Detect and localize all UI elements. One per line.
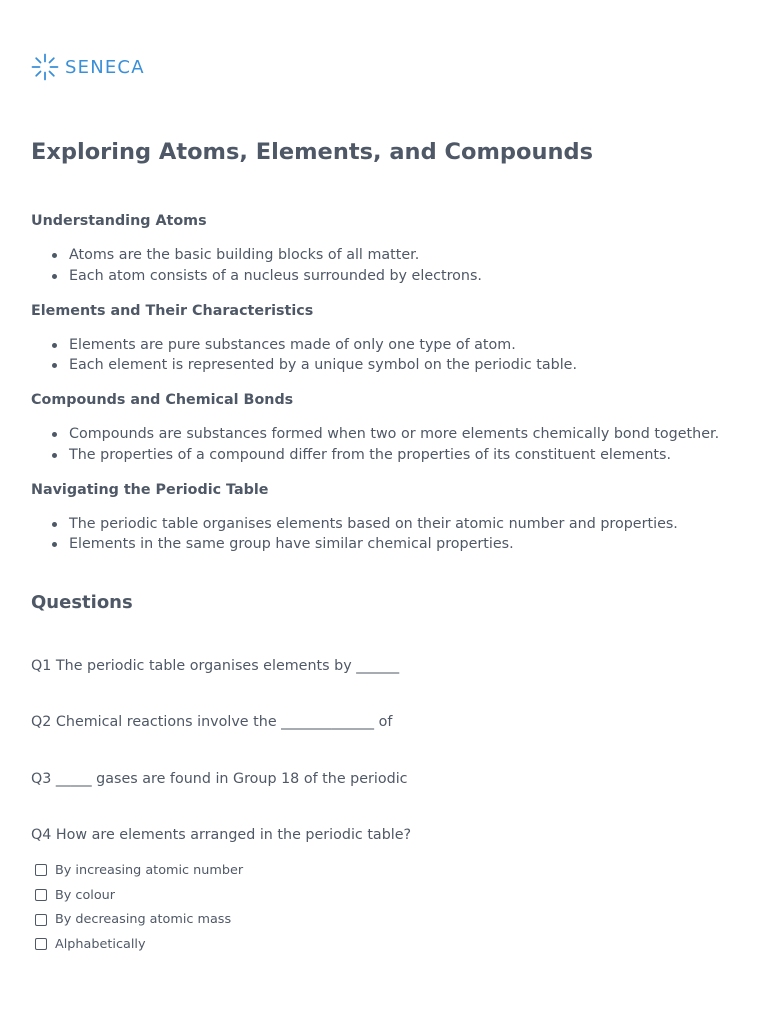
bullet-list	[31, 245, 751, 286]
section-elements-characteristics	[31, 301, 751, 391]
checkbox[interactable]	[35, 864, 47, 876]
option-label: By decreasing atomic mass	[55, 912, 232, 928]
bullet-list	[31, 335, 751, 376]
brand-name: SENECA	[65, 56, 145, 78]
page-title: Exploring Atoms, Elements, and Compounds	[31, 139, 594, 165]
question-1: Q1 The periodic table organises elements by ______	[31, 658, 400, 674]
bullet-dot	[52, 253, 57, 258]
section-heading: Compounds and Chemical Bonds	[31, 392, 294, 408]
q4-options	[35, 858, 243, 957]
checkbox[interactable]	[35, 938, 47, 950]
checkbox[interactable]	[35, 914, 47, 926]
section-heading: Understanding Atoms	[31, 213, 207, 229]
list-item: Each atom consists of a nucleus surrounded by electrons.	[31, 266, 751, 287]
notes-content	[31, 211, 751, 569]
question-4: Q4 How are elements arranged in the periodic table?	[31, 827, 412, 843]
bullet-dot	[52, 274, 57, 279]
bullet-dot	[52, 522, 57, 527]
option-label: By increasing atomic number	[55, 862, 244, 878]
bullet-dot	[52, 343, 57, 348]
option-item[interactable]	[35, 858, 243, 883]
option-label: Alphabetically	[55, 936, 146, 952]
bullet-dot	[52, 363, 57, 368]
checkbox[interactable]	[35, 889, 47, 901]
list-item: Each element is represented by a unique symbol on the periodic table.	[31, 355, 751, 376]
list-item: The periodic table organises elements based on their atomic number and properties.	[31, 514, 751, 535]
bullet-dot	[52, 432, 57, 437]
list-item: The properties of a compound differ from the properties of its constituent elements.	[31, 445, 751, 466]
seneca-logo	[31, 53, 145, 81]
questions-heading: Questions	[31, 592, 133, 613]
list-item: Atoms are the basic building blocks of all matter.	[31, 245, 751, 266]
list-item: Compounds are substances formed when two or more elements chemically bond together.	[31, 424, 751, 445]
list-item: Elements in the same group have similar chemical properties.	[31, 534, 751, 555]
option-item[interactable]	[35, 932, 243, 957]
section-compounds-bonds	[31, 390, 751, 480]
bullet-list	[31, 514, 751, 555]
question-3: Q3 _____ gases are found in Group 18 of the periodic	[31, 771, 408, 787]
option-label: By colour	[55, 887, 116, 903]
seneca-starburst-icon	[31, 53, 59, 81]
list-item: Elements are pure substances made of only one type of atom.	[31, 335, 751, 356]
option-item[interactable]	[35, 883, 243, 908]
bullet-dot	[52, 453, 57, 458]
section-periodic-table	[31, 480, 751, 570]
section-understanding-atoms	[31, 211, 751, 301]
option-item[interactable]	[35, 907, 243, 932]
section-heading: Navigating the Periodic Table	[31, 481, 269, 498]
section-heading: Elements and Their Characteristics	[31, 302, 314, 319]
bullet-dot	[52, 542, 57, 547]
bullet-list	[31, 424, 751, 465]
question-2: Q2 Chemical reactions involve the _____________ of	[31, 714, 393, 730]
